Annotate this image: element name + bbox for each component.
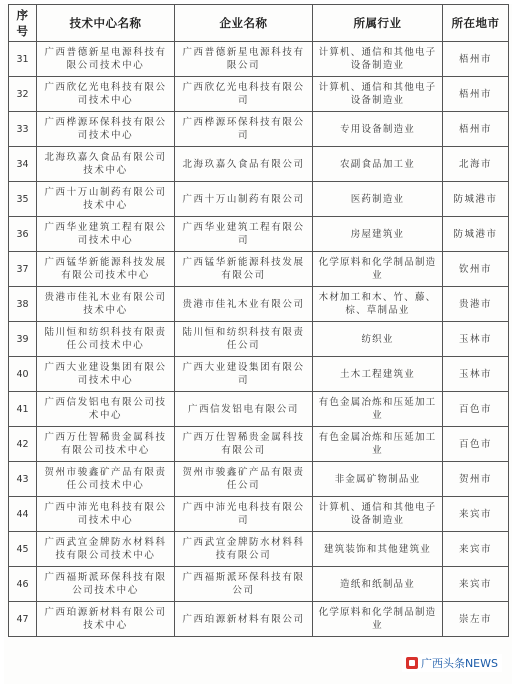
table-row xyxy=(9,392,509,427)
tech-center-name-cell: 广西信发铝电有限公司技术中心 xyxy=(37,392,175,427)
tech-center-name-cell: 广西中沛光电科技有限公司技术中心 xyxy=(37,497,175,532)
city-cell: 崇左市 xyxy=(443,602,509,637)
tech-center-name-cell: 广西十万山制药有限公司技术中心 xyxy=(37,182,175,217)
company-name-cell: 广西锰华新能源科技发展有限公司 xyxy=(175,252,313,287)
industry-cell: 木材加工和木、竹、藤、棕、草制品业 xyxy=(313,287,443,322)
tech-center-name-cell: 贺州市骏鑫矿产品有限责任公司技术中心 xyxy=(37,462,175,497)
city-cell: 百色市 xyxy=(443,392,509,427)
table-row xyxy=(9,357,509,392)
header-center-name: 技术中心名称 xyxy=(37,5,175,42)
city-cell: 玉林市 xyxy=(443,357,509,392)
company-name-cell: 广西普德新星电源科技有限公司 xyxy=(175,42,313,77)
table-row xyxy=(9,112,509,147)
company-name-cell: 陆川恒和纺织科技有限责任公司 xyxy=(175,322,313,357)
watermark xyxy=(402,654,502,672)
table-row xyxy=(9,532,509,567)
row-number-cell: 44 xyxy=(9,497,37,532)
row-number-cell: 43 xyxy=(9,462,37,497)
table-row xyxy=(9,252,509,287)
company-name-cell: 北海玖嘉久食品有限公司 xyxy=(175,147,313,182)
news-logo-icon xyxy=(406,657,418,669)
tech-center-name-cell: 广西珀源新材料有限公司技术中心 xyxy=(37,602,175,637)
city-cell: 北海市 xyxy=(443,147,509,182)
city-cell: 梧州市 xyxy=(443,112,509,147)
tech-center-name-cell: 广西大业建设集团有限公司技术中心 xyxy=(37,357,175,392)
row-number-cell: 47 xyxy=(9,602,37,637)
company-name-cell: 广西珀源新材料有限公司 xyxy=(175,602,313,637)
table-row xyxy=(9,497,509,532)
company-name-cell: 贺州市骏鑫矿产品有限责任公司 xyxy=(175,462,313,497)
company-name-cell: 广西华业建筑工程有限公司 xyxy=(175,217,313,252)
industry-cell: 农副食品加工业 xyxy=(313,147,443,182)
company-name-cell: 广西十万山制药有限公司 xyxy=(175,182,313,217)
company-name-cell: 广西中沛光电科技有限公司 xyxy=(175,497,313,532)
city-cell: 来宾市 xyxy=(443,532,509,567)
row-number-cell: 31 xyxy=(9,42,37,77)
table-row xyxy=(9,287,509,322)
row-number-cell: 37 xyxy=(9,252,37,287)
city-cell: 钦州市 xyxy=(443,252,509,287)
city-cell: 梧州市 xyxy=(443,77,509,112)
city-cell: 来宾市 xyxy=(443,497,509,532)
industry-cell: 房屋建筑业 xyxy=(313,217,443,252)
table-row xyxy=(9,42,509,77)
tech-center-name-cell: 广西普德新星电源科技有限公司技术中心 xyxy=(37,42,175,77)
city-cell: 防城港市 xyxy=(443,182,509,217)
tech-center-name-cell: 广西华业建筑工程有限公司技术中心 xyxy=(37,217,175,252)
table-row xyxy=(9,182,509,217)
company-name-cell: 贵港市佳礼木业有限公司 xyxy=(175,287,313,322)
city-cell: 防城港市 xyxy=(443,217,509,252)
watermark-text: 广西头条NEWS xyxy=(420,657,498,670)
city-cell: 梧州市 xyxy=(443,42,509,77)
table-row xyxy=(9,567,509,602)
tech-center-name-cell: 贵港市佳礼木业有限公司技术中心 xyxy=(37,287,175,322)
company-name-cell: 广西大业建设集团有限公司 xyxy=(175,357,313,392)
city-cell: 玉林市 xyxy=(443,322,509,357)
tech-center-table xyxy=(8,4,509,637)
industry-cell: 专用设备制造业 xyxy=(313,112,443,147)
row-number-cell: 34 xyxy=(9,147,37,182)
row-number-cell: 32 xyxy=(9,77,37,112)
table-row xyxy=(9,462,509,497)
tech-center-name-cell: 广西万仕智稀贵金属科技有限公司技术中心 xyxy=(37,427,175,462)
table-body xyxy=(9,42,509,637)
tech-center-name-cell: 广西欣亿光电科技有限公司技术中心 xyxy=(37,77,175,112)
industry-cell: 非金属矿物制品业 xyxy=(313,462,443,497)
industry-cell: 土木工程建筑业 xyxy=(313,357,443,392)
company-name-cell: 广西桦源环保科技有限公司 xyxy=(175,112,313,147)
company-name-cell: 广西信发铝电有限公司 xyxy=(175,392,313,427)
table-row xyxy=(9,77,509,112)
row-number-cell: 41 xyxy=(9,392,37,427)
row-number-cell: 38 xyxy=(9,287,37,322)
table-row xyxy=(9,602,509,637)
header-no: 序号 xyxy=(9,5,37,42)
industry-cell: 计算机、通信和其他电子设备制造业 xyxy=(313,497,443,532)
tech-center-name-cell: 广西武宣金牌防水材料科技有限公司技术中心 xyxy=(37,532,175,567)
header-company-name: 企业名称 xyxy=(175,5,313,42)
city-cell: 贵港市 xyxy=(443,287,509,322)
table-row xyxy=(9,217,509,252)
tech-center-name-cell: 广西桦源环保科技有限公司技术中心 xyxy=(37,112,175,147)
tech-center-name-cell: 陆川恒和纺织科技有限责任公司技术中心 xyxy=(37,322,175,357)
row-number-cell: 35 xyxy=(9,182,37,217)
row-number-cell: 40 xyxy=(9,357,37,392)
city-cell: 贺州市 xyxy=(443,462,509,497)
row-number-cell: 39 xyxy=(9,322,37,357)
document-page xyxy=(4,4,512,684)
industry-cell: 建筑装饰和其他建筑业 xyxy=(313,532,443,567)
tech-center-name-cell: 广西福斯派环保科技有限公司技术中心 xyxy=(37,567,175,602)
tech-center-name-cell: 北海玖嘉久食品有限公司技术中心 xyxy=(37,147,175,182)
row-number-cell: 46 xyxy=(9,567,37,602)
row-number-cell: 36 xyxy=(9,217,37,252)
table-row xyxy=(9,427,509,462)
company-name-cell: 广西万仕智稀贵金属科技有限公司 xyxy=(175,427,313,462)
industry-cell: 有色金属冶炼和压延加工业 xyxy=(313,427,443,462)
industry-cell: 化学原料和化学制品制造业 xyxy=(313,252,443,287)
row-number-cell: 33 xyxy=(9,112,37,147)
table-row xyxy=(9,322,509,357)
industry-cell: 计算机、通信和其他电子设备制造业 xyxy=(313,42,443,77)
industry-cell: 化学原料和化学制品制造业 xyxy=(313,602,443,637)
industry-cell: 计算机、通信和其他电子设备制造业 xyxy=(313,77,443,112)
row-number-cell: 42 xyxy=(9,427,37,462)
industry-cell: 医药制造业 xyxy=(313,182,443,217)
city-cell: 百色市 xyxy=(443,427,509,462)
row-number-cell: 45 xyxy=(9,532,37,567)
tech-center-name-cell: 广西锰华新能源科技发展有限公司技术中心 xyxy=(37,252,175,287)
table-header-row xyxy=(9,5,509,42)
city-cell: 来宾市 xyxy=(443,567,509,602)
company-name-cell: 广西欣亿光电科技有限公司 xyxy=(175,77,313,112)
company-name-cell: 广西福斯派环保科技有限公司 xyxy=(175,567,313,602)
header-industry: 所属行业 xyxy=(313,5,443,42)
industry-cell: 造纸和纸制品业 xyxy=(313,567,443,602)
industry-cell: 纺织业 xyxy=(313,322,443,357)
table-row xyxy=(9,147,509,182)
company-name-cell: 广西武宣金牌防水材料科技有限公司 xyxy=(175,532,313,567)
header-city: 所在地市 xyxy=(443,5,509,42)
industry-cell: 有色金属冶炼和压延加工业 xyxy=(313,392,443,427)
